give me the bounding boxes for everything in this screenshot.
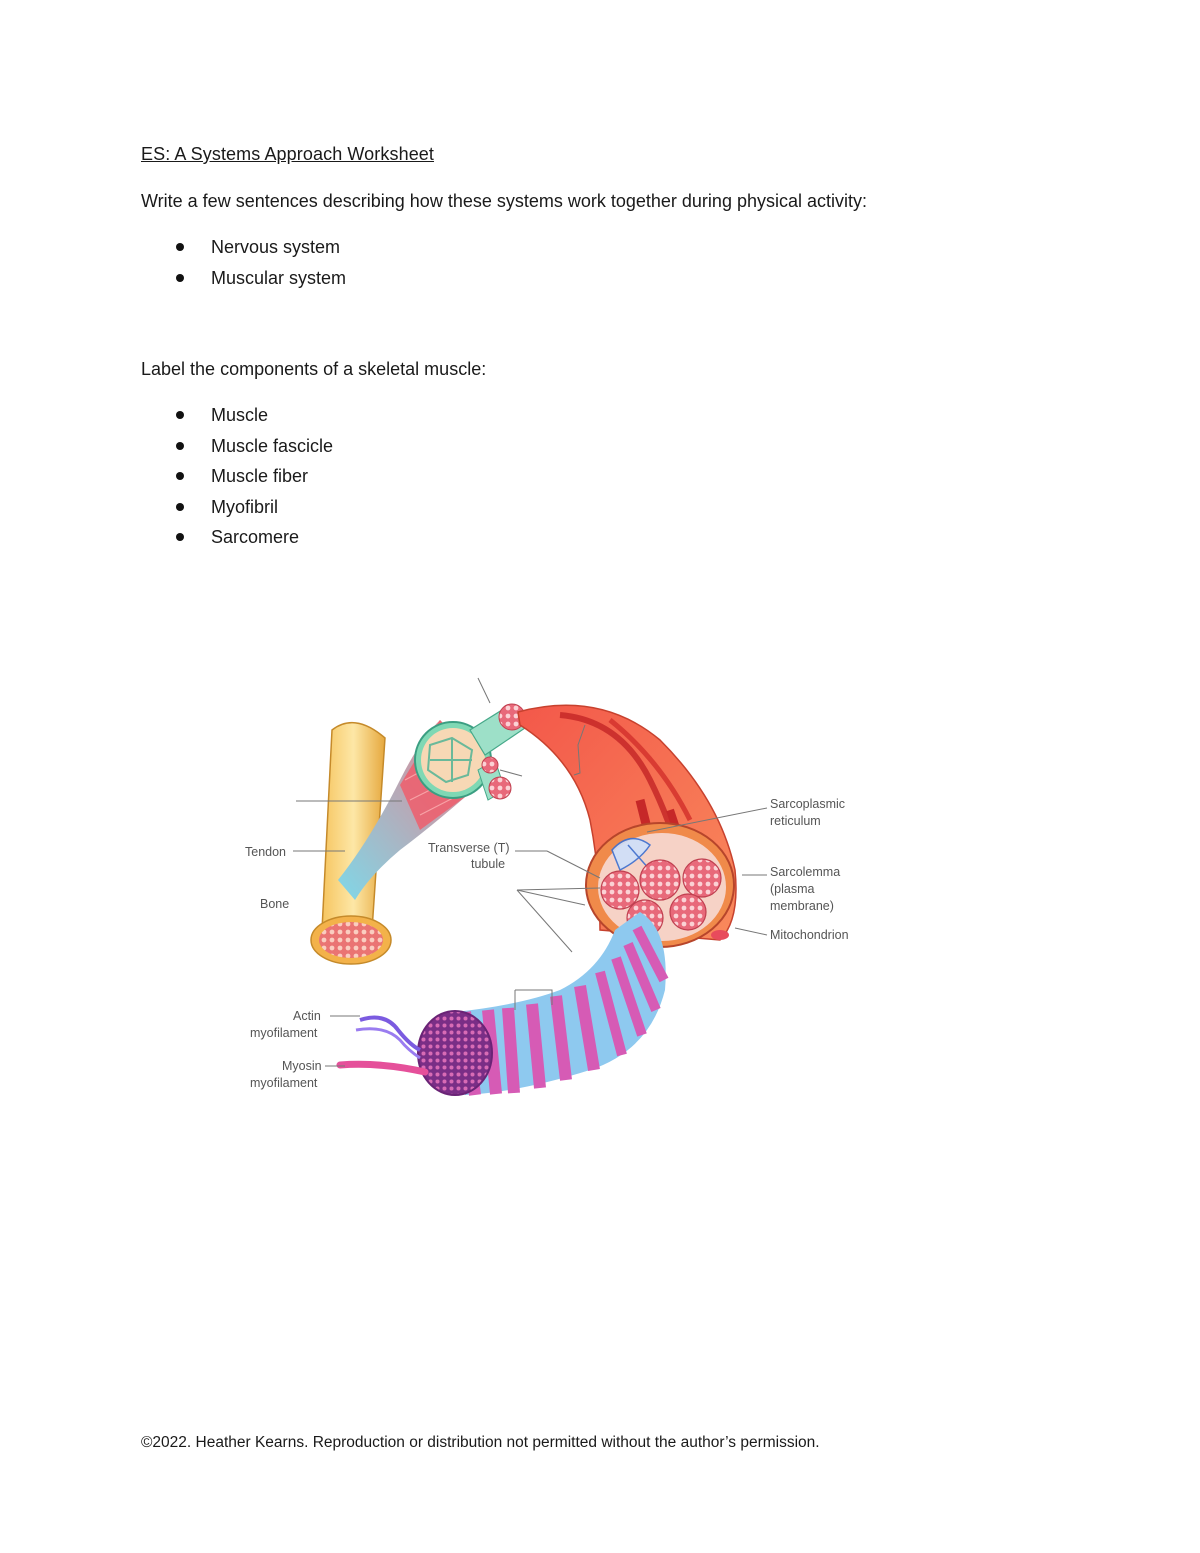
copyright-footer: ©2022. Heather Kearns. Reproduction or distribution not permitted without the author’s permission.: [141, 1434, 820, 1451]
myosin-label: myofilament: [250, 1076, 318, 1090]
sarcolemma-label: membrane): [770, 899, 834, 913]
worksheet-title: ES: A Systems Approach Worksheet: [141, 144, 435, 164]
sarcolemma-label: (plasma: [770, 882, 815, 896]
bone-label: Bone: [260, 897, 290, 911]
sarcoplasmic-reticulum-label: reticulum: [770, 814, 821, 828]
mitochondrion-label: Mitochondrion: [770, 928, 849, 942]
tendon-label: Tendon: [245, 845, 287, 859]
sarcoplasmic-reticulum-label: Sarcoplasmic: [770, 797, 846, 811]
myosin-label: Myosin: [282, 1059, 322, 1073]
actin-label: Actin: [293, 1009, 321, 1023]
t-tubule-label: Transverse (T): [428, 841, 510, 855]
systems-prompt: Write a few sentences describing how these systems work together during physical activity:: [141, 191, 867, 211]
sarcolemma-label: Sarcolemma: [770, 865, 841, 879]
t-tubule-label: tubule: [471, 857, 506, 871]
muscle-fiber-graphic: [518, 705, 736, 947]
fascicle-bundle-graphic: [415, 704, 525, 800]
worksheet-page: ES: A Systems Approach Worksheet Write a few sentences describing how these systems work together during physical activity: Nervous system Muscular system Label the components of a skeletal muscle: Muscle Muscle fascicle Muscle fiber Myofibril Sarcomere Sarcoplasmic reticulum Tendon Bone Transverse (T) tubule Sarcolemma (plasma membrane) Mitochondrion Actin myofilament Myosin myofilament ©2022. Heather Kearns. Reproduction or distribution not permitted without the author’s permission.: [0, 0, 1200, 1553]
actin-label: myofilament: [250, 1026, 318, 1040]
label-prompt: Label the components of a skeletal muscle:: [141, 359, 487, 379]
